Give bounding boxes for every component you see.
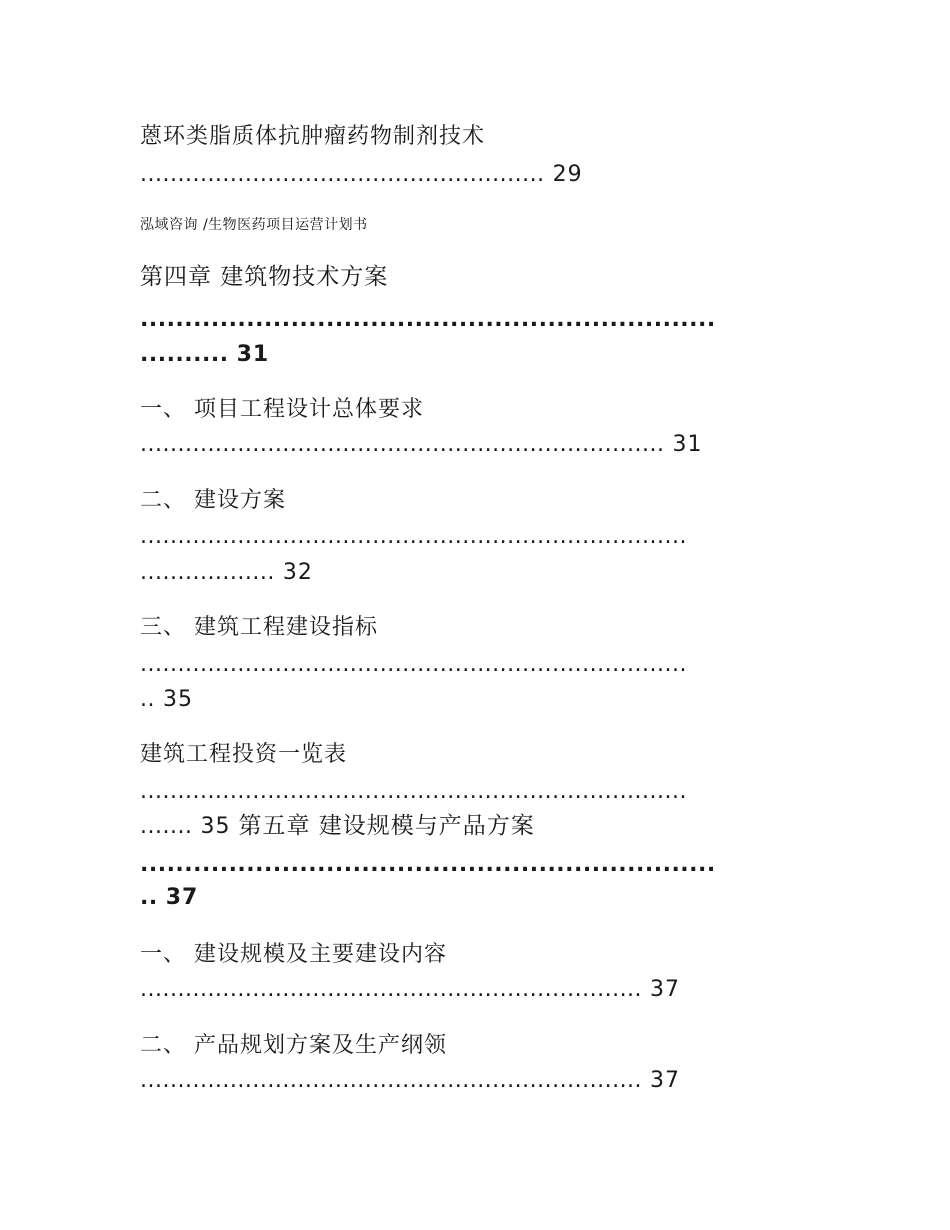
- toc-chapter-4-title: 第四章 建筑物技术方案: [140, 264, 389, 290]
- page-number: 35: [163, 687, 193, 712]
- dot-leader: .........................................................................: [140, 779, 688, 804]
- page-number: 37: [165, 885, 199, 910]
- dot-leader: .......: [140, 814, 193, 839]
- page-number: 29: [552, 162, 583, 187]
- toc-table-title: 建筑工程投资一览表: [140, 742, 348, 767]
- page-number: 31: [672, 432, 703, 457]
- dot-leader: .................................................................: [140, 852, 716, 877]
- dot-leader: ......................................................................: [140, 432, 665, 457]
- page-number: 31: [236, 342, 270, 367]
- toc-chapter-5-title: 第五章 建设规模与产品方案: [238, 813, 535, 839]
- page-number: 37: [650, 1068, 681, 1093]
- toc-section-2-leader-line-1: [140, 522, 687, 552]
- toc-chapter-5-section-1-title: 一、 建设规模及主要建设内容: [140, 942, 447, 967]
- dot-leader: ..: [140, 687, 155, 712]
- toc-section-2-title: 二、 建设方案: [140, 488, 286, 513]
- toc-table-leader-line-2: [140, 811, 535, 842]
- toc-table-leader-line-1: [140, 777, 687, 807]
- page-number: 35: [200, 814, 231, 839]
- document-header: 泓域咨询 /生物医药项目运营计划书: [140, 217, 368, 233]
- toc-entry-title: 蒽环类脂质体抗肿瘤药物制剂技术: [140, 124, 486, 149]
- dot-leader: ..: [140, 885, 158, 910]
- dot-leader: .................................................................: [140, 307, 716, 332]
- toc-section-3-title: 三、 建筑工程建设指标: [140, 615, 378, 640]
- toc-entry-leader-line: [140, 160, 583, 190]
- toc-section-2-leader-line-2: [140, 558, 313, 588]
- dot-leader: .........................................................................: [140, 652, 688, 677]
- toc-chapter-4-leader-line-1: [140, 305, 716, 335]
- toc-section-1-title: 一、 项目工程设计总体要求: [140, 397, 424, 422]
- dot-leader: ..........: [140, 342, 229, 367]
- toc-section-3-leader-line-1: [140, 650, 687, 680]
- toc-chapter-4-leader-line-2: [140, 340, 269, 370]
- toc-chapter-5-leader-line-1: [140, 850, 716, 880]
- dot-leader: .........................................................................: [140, 524, 688, 549]
- toc-section-1-leader-line: [140, 430, 703, 460]
- page-number: 32: [282, 560, 313, 585]
- page-number: 37: [650, 977, 681, 1002]
- toc-chapter-5-leader-line-2: [140, 883, 198, 913]
- dot-leader: ..................: [140, 560, 275, 585]
- toc-chapter-5-section-2-leader-line: [140, 1066, 680, 1096]
- dot-leader: ...................................................................: [140, 1068, 643, 1093]
- toc-chapter-5-section-2-title: 二、 产品规划方案及生产纲领: [140, 1033, 447, 1058]
- toc-chapter-5-section-1-leader-line: [140, 975, 680, 1005]
- dot-leader: ...................................................................: [140, 977, 643, 1002]
- toc-section-3-leader-line-2: [140, 685, 193, 715]
- dot-leader: ......................................................: [140, 162, 545, 187]
